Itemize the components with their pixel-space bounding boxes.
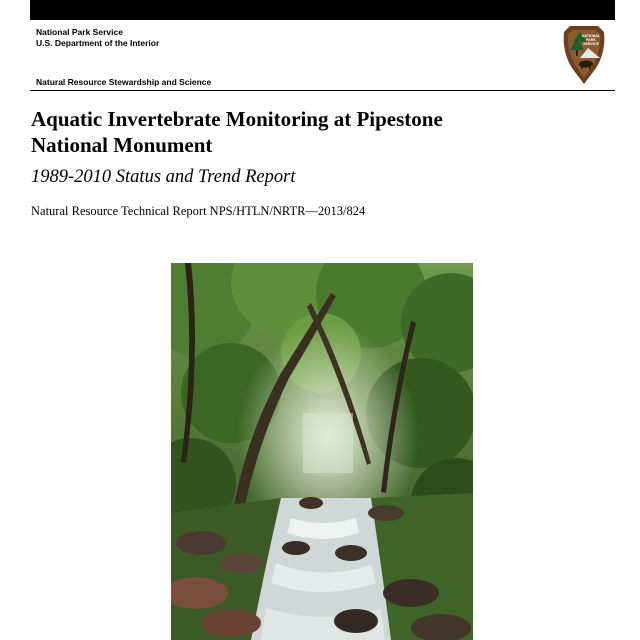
report-title bbox=[31, 106, 591, 158]
agency-name: National Park Service bbox=[36, 27, 123, 37]
forest-stream-photo bbox=[171, 263, 473, 640]
program-name: Natural Resource Stewardship and Science bbox=[36, 77, 212, 87]
report-number: Natural Resource Technical Report NPS/HTLN/NRTR—2013/824 bbox=[31, 204, 366, 218]
logo-text-line1: NATIONAL bbox=[581, 34, 601, 38]
header-divider bbox=[30, 90, 615, 91]
nps-arrowhead-logo-icon bbox=[560, 24, 608, 86]
top-black-bar bbox=[30, 0, 615, 20]
report-title-line1: Aquatic Invertebrate Monitoring at Pipestone bbox=[31, 107, 443, 131]
agency-block bbox=[36, 27, 159, 49]
logo-text-line3: SERVICE bbox=[583, 42, 599, 46]
logo-text-line2: PARK bbox=[586, 38, 596, 42]
department-name: U.S. Department of the Interior bbox=[36, 38, 160, 48]
report-title-line2: National Monument bbox=[31, 133, 213, 157]
report-subtitle: 1989-2010 Status and Trend Report bbox=[31, 167, 296, 187]
